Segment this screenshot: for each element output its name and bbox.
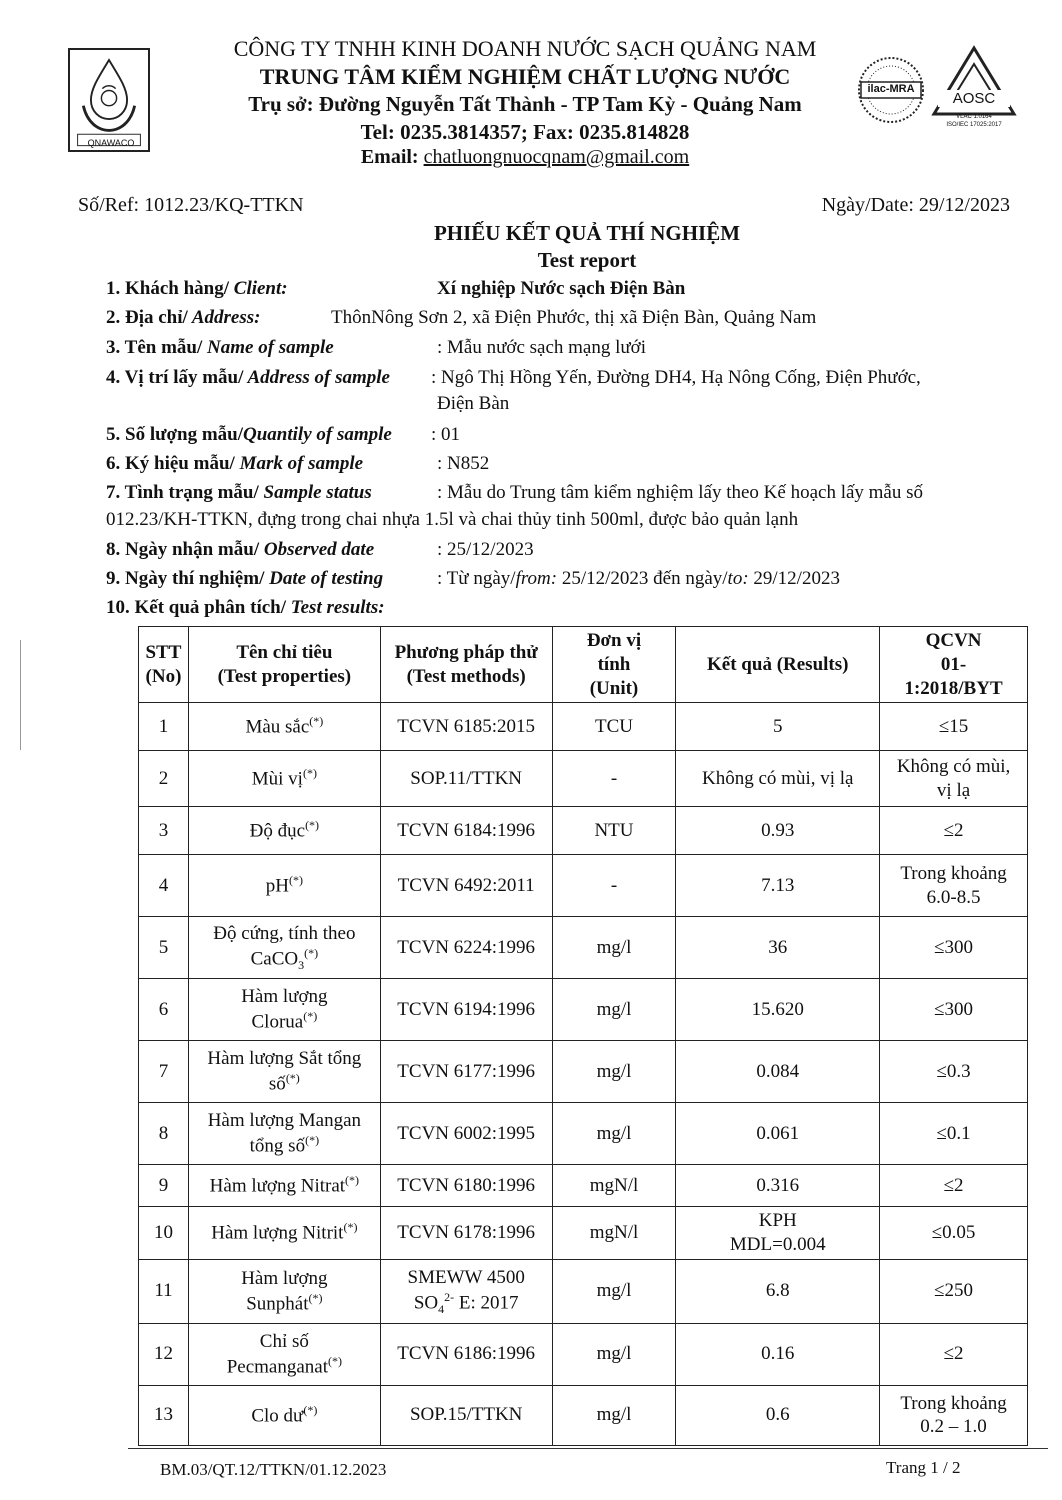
ilac-text: ilac-MRA bbox=[867, 83, 915, 95]
client-label: 1. Khách hàng/ Client: bbox=[106, 278, 288, 299]
row-property: Màu sắc(*) bbox=[188, 703, 380, 751]
row-limit: ≤2 bbox=[880, 1323, 1028, 1385]
row-result: Không có mùi, vị lạ bbox=[676, 751, 880, 807]
row-unit: NTU bbox=[552, 807, 676, 855]
row-number: 10 bbox=[139, 1207, 189, 1260]
row-limit: ≤0.1 bbox=[880, 1103, 1028, 1165]
row-number: 7 bbox=[139, 1041, 189, 1103]
row-method: TCVN 6185:2015 bbox=[380, 703, 552, 751]
page-number: Trang 1 / 2 bbox=[886, 1458, 961, 1477]
row-property: Clo dư(*) bbox=[188, 1385, 380, 1445]
row-method: TCVN 6180:1996 bbox=[380, 1165, 552, 1207]
row-property: Hàm lượng Clorua(*) bbox=[188, 979, 380, 1041]
test-date-value: : Từ ngày/from: 25/12/2023 đến ngày/to: 29/12/2023 bbox=[437, 568, 840, 589]
row-property: Hàm lượng Sunphát(*) bbox=[188, 1259, 380, 1323]
results-table bbox=[138, 626, 1028, 1446]
table-row bbox=[139, 1103, 1028, 1165]
aosc-text: AOSC bbox=[938, 90, 1010, 107]
row-method: SOP.11/TTKN bbox=[380, 751, 552, 807]
row-limit: ≤0.05 bbox=[880, 1207, 1028, 1260]
row-property: Hàm lượng Mangan tổng số(*) bbox=[188, 1103, 380, 1165]
row-method: TCVN 6184:1996 bbox=[380, 807, 552, 855]
row-result: 0.061 bbox=[676, 1103, 880, 1165]
row-result: 0.93 bbox=[676, 807, 880, 855]
row-result: 0.084 bbox=[676, 1041, 880, 1103]
row-property: Độ đục(*) bbox=[188, 807, 380, 855]
table-row bbox=[139, 1323, 1028, 1385]
row-limit: Trong khoảng 0.2 – 1.0 bbox=[880, 1385, 1028, 1445]
aosc-sub1: VLAC 1.0164 bbox=[956, 114, 992, 120]
table-row bbox=[139, 855, 1028, 917]
sample-name-label: 3. Tên mẫu/ Name of sample bbox=[106, 337, 334, 358]
row-unit: mgN/l bbox=[552, 1165, 676, 1207]
row-unit: TCU bbox=[552, 703, 676, 751]
quantity-value: : 01 bbox=[431, 424, 461, 445]
header-limit: QCVN 01- 1:2018/BYT bbox=[880, 627, 1028, 703]
row-limit: ≤300 bbox=[880, 979, 1028, 1041]
row-property: Độ cứng, tính theo CaCO$_3$(*) bbox=[188, 917, 380, 979]
row-result: 0.6 bbox=[676, 1385, 880, 1445]
form-code: BM.03/QT.12/TTKN/01.12.2023 bbox=[160, 1460, 387, 1479]
row-number: 6 bbox=[139, 979, 189, 1041]
mark-label: 6. Ký hiệu mẫu/ Mark of sample bbox=[106, 453, 364, 474]
row-number: 9 bbox=[139, 1165, 189, 1207]
table-row bbox=[139, 807, 1028, 855]
sample-location-value: : Ngô Thị Hồng Yến, Đường DH4, Hạ Nông Cống, Điện Phước, bbox=[431, 367, 921, 388]
status-value-2: 012.23/KH-TTKN, đựng trong chai nhựa 1.5l và chai thủy tinh 500ml, được bảo quản lạnh bbox=[106, 509, 799, 530]
row-limit: ≤15 bbox=[880, 703, 1028, 751]
row-method: TCVN 6002:1995 bbox=[380, 1103, 552, 1165]
client-value: Xí nghiệp Nước sạch Điện Bàn bbox=[437, 278, 686, 299]
table-row bbox=[139, 1207, 1028, 1260]
row-method: TCVN 6178:1996 bbox=[380, 1207, 552, 1260]
row-result: KPH MDL=0.004 bbox=[676, 1207, 880, 1260]
header-stt: STT (No) bbox=[139, 627, 189, 703]
aosc-logo bbox=[930, 44, 1018, 136]
row-property: Mùi vị(*) bbox=[188, 751, 380, 807]
header-result: Kết quả (Results) bbox=[676, 627, 880, 703]
row-number: 2 bbox=[139, 751, 189, 807]
header-method: Phương pháp thử (Test methods) bbox=[380, 627, 552, 703]
row-method: TCVN 6224:1996 bbox=[380, 917, 552, 979]
row-method: TCVN 6194:1996 bbox=[380, 979, 552, 1041]
row-number: 12 bbox=[139, 1323, 189, 1385]
sample-name-value: : Mẫu nước sạch mạng lưới bbox=[437, 337, 647, 358]
row-limit: ≤250 bbox=[880, 1259, 1028, 1323]
table-row bbox=[139, 1259, 1028, 1323]
test-date-label: 9. Ngày thí nghiệm/ Date of testing bbox=[106, 568, 384, 589]
row-number: 11 bbox=[139, 1259, 189, 1323]
row-property: Hàm lượng Sắt tổng số(*) bbox=[188, 1041, 380, 1103]
observed-date-value: : 25/12/2023 bbox=[437, 539, 534, 560]
report-date: Ngày/Date: 29/12/2023 bbox=[821, 194, 1010, 216]
row-unit: mg/l bbox=[552, 917, 676, 979]
row-result: 36 bbox=[676, 917, 880, 979]
row-limit: Trong khoảng 6.0-8.5 bbox=[880, 855, 1028, 917]
table-row bbox=[139, 1385, 1028, 1445]
row-number: 5 bbox=[139, 917, 189, 979]
company-logo bbox=[68, 48, 150, 152]
company-address: Trụ sở: Đường Nguyễn Tất Thành - TP Tam Kỳ - Quảng Nam bbox=[248, 92, 802, 116]
margin-line bbox=[20, 640, 21, 750]
header-property: Tên chỉ tiêu (Test properties) bbox=[188, 627, 380, 703]
row-limit: ≤0.3 bbox=[880, 1041, 1028, 1103]
email-label: Email: bbox=[360, 146, 424, 168]
row-number: 4 bbox=[139, 855, 189, 917]
report-title-en: Test report bbox=[537, 248, 637, 272]
row-unit: mg/l bbox=[552, 1323, 676, 1385]
row-method: SMEWW 4500 $SO_4^{2-}$ E: 2017 bbox=[380, 1259, 552, 1323]
table-header-row bbox=[139, 627, 1028, 703]
address-value: ThônNông Sơn 2, xã Điện Phước, thị xã Điện Bàn, Quảng Nam bbox=[331, 307, 817, 328]
row-method: TCVN 6186:1996 bbox=[380, 1323, 552, 1385]
table-row bbox=[139, 751, 1028, 807]
row-unit: mg/l bbox=[552, 1385, 676, 1445]
ilac-mra-logo bbox=[855, 50, 927, 130]
row-unit: mg/l bbox=[552, 1041, 676, 1103]
address-label: 2. Địa chỉ/ Address: bbox=[106, 307, 261, 328]
row-method: TCVN 6492:2011 bbox=[380, 855, 552, 917]
status-label: 7. Tình trạng mẫu/ Sample status bbox=[106, 482, 372, 503]
qnawaco-logo-icon bbox=[70, 50, 148, 150]
row-number: 1 bbox=[139, 703, 189, 751]
company-name: CÔNG TY TNHH KINH DOANH NƯỚC SẠCH QUẢNG NAM bbox=[233, 36, 817, 61]
row-unit: mg/l bbox=[552, 979, 676, 1041]
row-property: Hàm lượng Nitrat(*) bbox=[188, 1165, 380, 1207]
logo-left-text: QNAWACO bbox=[87, 138, 135, 148]
row-unit: mgN/l bbox=[552, 1207, 676, 1260]
results-label: 10. Kết quả phân tích/ Test results: bbox=[106, 597, 385, 618]
report-title: PHIẾU KẾT QUẢ THÍ NGHIỆM bbox=[433, 221, 741, 245]
center-name: TRUNG TÂM KIỂM NGHIỆM CHẤT LƯỢNG NƯỚC bbox=[259, 64, 791, 89]
row-property: Hàm lượng Nitrit(*) bbox=[188, 1207, 380, 1260]
row-result: 6.8 bbox=[676, 1259, 880, 1323]
email-link[interactable]: chatluongnuocqnam@gmail.com bbox=[423, 146, 690, 168]
row-method: TCVN 6177:1996 bbox=[380, 1041, 552, 1103]
status-value: : Mẫu do Trung tâm kiểm nghiệm lấy theo Kế hoạch lấy mẫu số bbox=[437, 482, 924, 503]
row-result: 7.13 bbox=[676, 855, 880, 917]
row-property: pH(*) bbox=[188, 855, 380, 917]
aosc-sub2: ISO/IEC 17025:2017 bbox=[946, 122, 1002, 128]
observed-date-label: 8. Ngày nhận mẫu/ Observed date bbox=[106, 539, 375, 560]
row-limit: ≤2 bbox=[880, 1165, 1028, 1207]
row-limit: ≤300 bbox=[880, 917, 1028, 979]
table-row bbox=[139, 979, 1028, 1041]
table-row bbox=[139, 1041, 1028, 1103]
row-unit: mg/l bbox=[552, 1103, 676, 1165]
row-result: 0.316 bbox=[676, 1165, 880, 1207]
footer-rule bbox=[128, 1448, 1048, 1449]
table-row bbox=[139, 1165, 1028, 1207]
table-row bbox=[139, 703, 1028, 751]
reference-number: Số/Ref: 1012.23/KQ-TTKN bbox=[78, 194, 304, 216]
company-phone: Tel: 0235.3814357; Fax: 0235.814828 bbox=[360, 120, 690, 144]
row-limit: Không có mùi, vị lạ bbox=[880, 751, 1028, 807]
row-result: 5 bbox=[676, 703, 880, 751]
table-row bbox=[139, 917, 1028, 979]
header-unit: Đơn vị tính (Unit) bbox=[552, 627, 676, 703]
row-result: 0.16 bbox=[676, 1323, 880, 1385]
sample-location-label: 4. Vị trí lấy mẫu/ Address of sample bbox=[106, 367, 390, 388]
company-email bbox=[150, 146, 900, 169]
sample-location-value-2: Điện Bàn bbox=[437, 393, 510, 414]
quantity-label: 5. Số lượng mẫu/Quantily of sample bbox=[106, 424, 392, 445]
row-unit: - bbox=[552, 751, 676, 807]
row-unit: mg/l bbox=[552, 1259, 676, 1323]
row-number: 3 bbox=[139, 807, 189, 855]
row-limit: ≤2 bbox=[880, 807, 1028, 855]
row-result: 15.620 bbox=[676, 979, 880, 1041]
row-method: SOP.15/TTKN bbox=[380, 1385, 552, 1445]
row-number: 8 bbox=[139, 1103, 189, 1165]
row-number: 13 bbox=[139, 1385, 189, 1445]
row-property: Chỉ số Pecmanganat(*) bbox=[188, 1323, 380, 1385]
mark-value: : N852 bbox=[437, 453, 490, 474]
row-unit: - bbox=[552, 855, 676, 917]
